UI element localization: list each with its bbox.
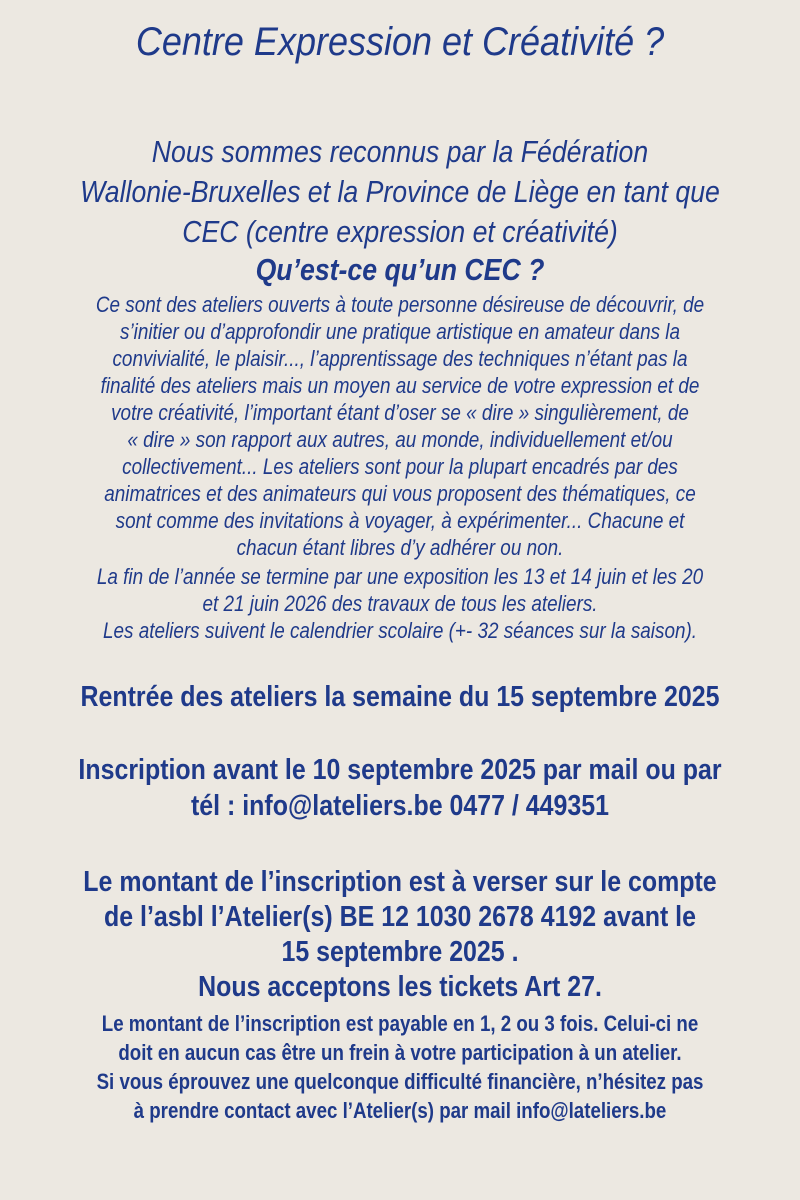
description-line: La fin de l’année se termine par une exposition les 13 et 14 juin et les 20	[96, 564, 704, 589]
question-heading: Qu’est-ce qu’un CEC ?	[255, 252, 545, 287]
inscription-contact-line: tél : info@lateliers.be 0477 / 449351	[190, 790, 610, 822]
footer-line: à prendre contact avec l’Atelier(s) par mail info@lateliers.be	[133, 1098, 667, 1123]
footer-line: Le montant de l’inscription est payable en 1, 2 ou 3 fois. Celui-ci ne	[101, 1011, 699, 1036]
footer-line: doit en aucun cas être un frein à votre participation à un atelier.	[118, 1040, 682, 1065]
description-line: collectivement... Les ateliers sont pour la plupart encadrés par des	[122, 454, 678, 479]
description-line: « dire » son rapport aux autres, au monde, individuellement et/ou	[127, 427, 673, 452]
inscription-line: Inscription avant le 10 septembre 2025 par mail ou par	[78, 754, 722, 786]
intro-line: Nous sommes reconnus par la Fédération	[151, 134, 649, 169]
rentree-announcement: Rentrée des ateliers la semaine du 15 septembre 2025	[80, 681, 720, 713]
montant-line: Le montant de l’inscription est à verser sur le compte	[83, 866, 717, 898]
description-line: s’initier ou d’approfondir une pratique artistique en amateur dans la	[119, 319, 680, 344]
description-line: Ce sont des ateliers ouverts à toute personne désireuse de découvrir, de	[95, 292, 705, 317]
description-line: animatrices et des animateurs qui vous proposent des thématiques, ce	[104, 481, 696, 506]
description-line: Les ateliers suivent le calendrier scolaire (+- 32 séances sur la saison).	[102, 618, 698, 643]
description-line: et 21 juin 2026 des travaux de tous les ateliers.	[202, 591, 598, 616]
montant-line: de l’asbl l’Atelier(s) BE 12 1030 2678 4192 avant le	[104, 901, 696, 933]
description-line: chacun étant libres d’y adhérer ou non.	[236, 535, 564, 560]
montant-line: 15 septembre 2025 .	[281, 936, 519, 968]
description-line: sont comme des invitations à voyager, à expérimenter... Chacune et	[115, 508, 685, 533]
art27-line: Nous acceptons les tickets Art 27.	[198, 971, 602, 1003]
description-line: finalité des ateliers mais un moyen au service de votre expression et de	[100, 373, 700, 398]
intro-line: Wallonie-Bruxelles et la Province de Liège en tant que	[80, 174, 720, 209]
description-line: convivialité, le plaisir..., l’apprentissage des techniques n’étant pas la	[112, 346, 688, 371]
intro-line: CEC (centre expression et créativité)	[182, 214, 618, 249]
page-title: Centre Expression et Créativité ?	[135, 20, 665, 64]
description-line: votre créativité, l’important étant d’oser se « dire » singulièrement, de	[111, 400, 689, 425]
footer-line: Si vous éprouvez une quelconque difficulté financière, n’hésitez pas	[96, 1069, 704, 1094]
